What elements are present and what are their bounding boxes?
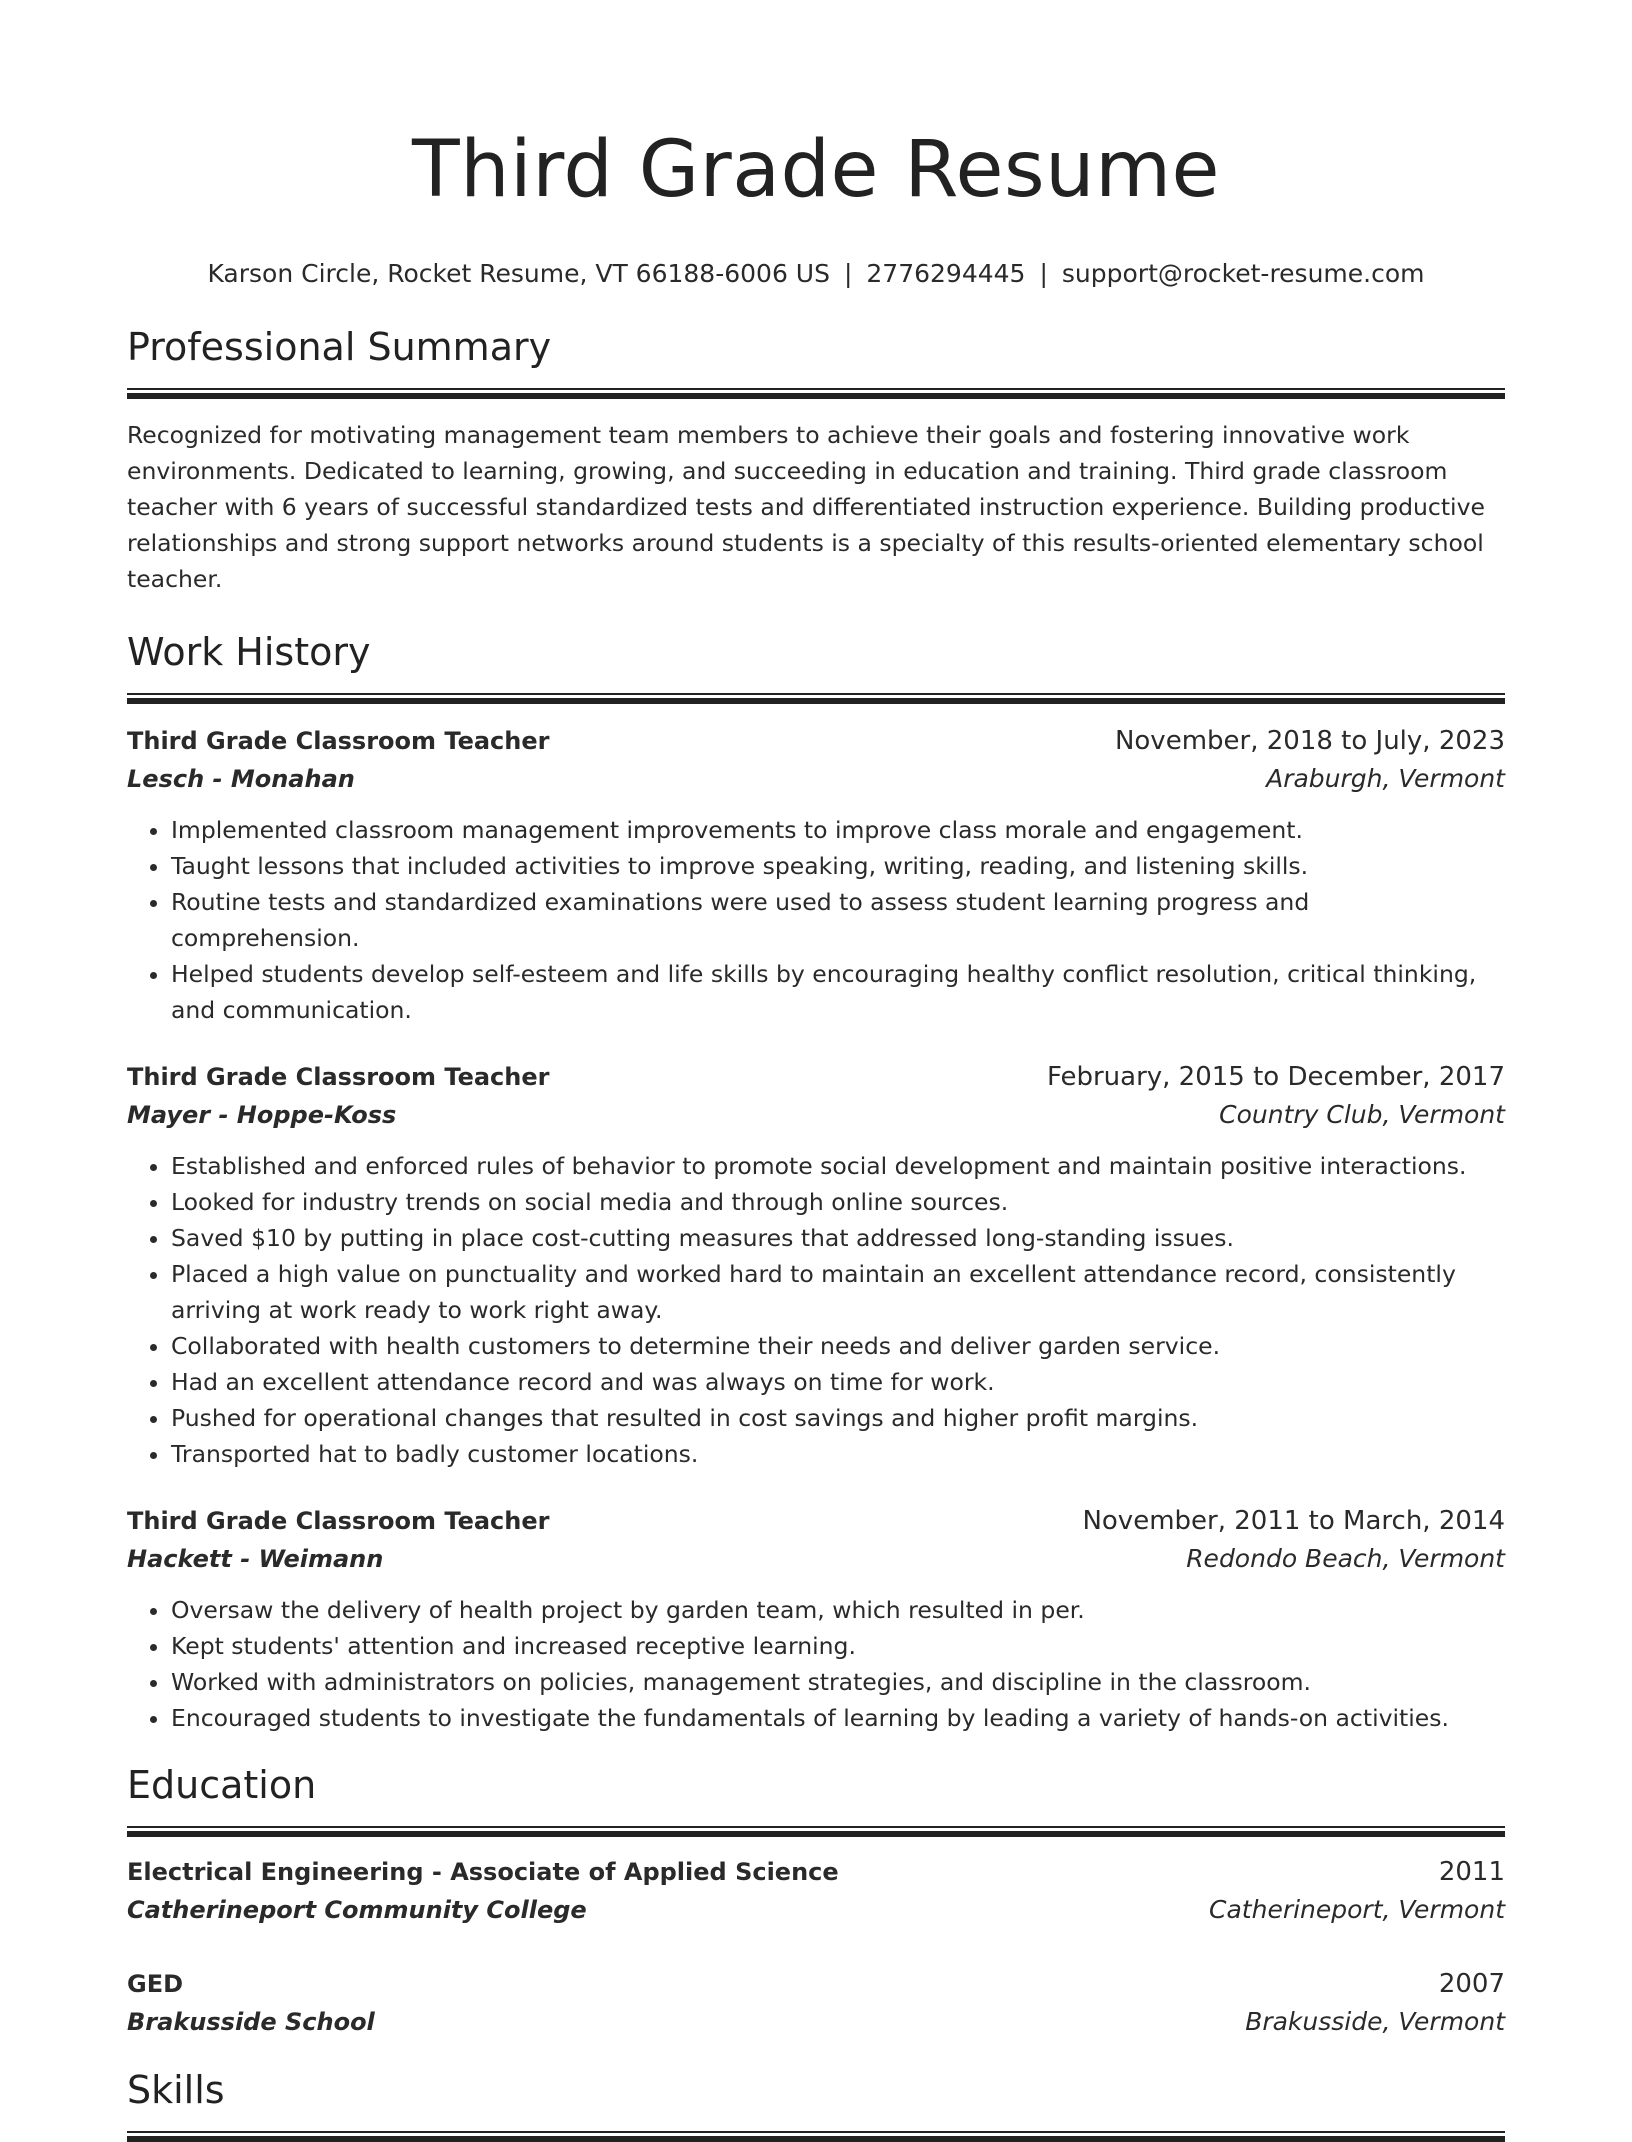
contact-address: Karson Circle, Rocket Resume, VT 66188-6006 US xyxy=(207,259,830,288)
education-year: 2007 xyxy=(1438,1969,1505,1999)
contact-separator: | xyxy=(1039,259,1048,288)
job-title: Third Grade Classroom Teacher xyxy=(127,727,550,755)
job-entry xyxy=(127,1058,1505,1472)
work-history-section xyxy=(127,627,1505,1736)
education-school: Catherineport Community College xyxy=(127,1896,587,1924)
section-title-work-history: Work History xyxy=(127,630,371,674)
job-bullet: • Encouraged students to investigate the fundamentals of learning by leading a variety of hands-on activities. xyxy=(171,1700,1505,1736)
job-company: Hackett - Weimann xyxy=(127,1545,384,1573)
job-location: Country Club, Vermont xyxy=(1219,1100,1505,1129)
contact-separator: | xyxy=(843,259,853,288)
job-bullets xyxy=(127,1148,1505,1472)
education-degree: GED xyxy=(127,1970,184,1998)
job-dates: November, 2011 to March, 2014 xyxy=(1082,1506,1505,1536)
job-bullet: • Oversaw the delivery of health project by garden team, which resulted in per. xyxy=(171,1592,1505,1628)
job-company: Lesch - Monahan xyxy=(127,765,355,793)
job-bullet: • Routine tests and standardized examinations were used to assess student learning progress and comprehension. xyxy=(171,884,1505,956)
job-bullet: • Saved $10 by putting in place cost-cutting measures that addressed long-standing issues. xyxy=(171,1220,1505,1256)
education-location: Catherineport, Vermont xyxy=(1209,1895,1505,1924)
education-entry xyxy=(127,1853,1505,1929)
job-title: Third Grade Classroom Teacher xyxy=(127,1063,550,1091)
job-location: Araburgh, Vermont xyxy=(1266,764,1505,793)
education-section xyxy=(127,1760,1505,2041)
job-bullet: • Had an excellent attendance record and was always on time for work. xyxy=(171,1364,1505,1400)
job-entry xyxy=(127,1502,1505,1736)
education-year: 2011 xyxy=(1438,1857,1505,1887)
summary-section xyxy=(127,322,1505,597)
job-bullet: • Helped students develop self-esteem and life skills by encouraging healthy conflict resolution, critical thinking, and communication. xyxy=(171,956,1505,1028)
job-bullet: • Looked for industry trends on social media and through online sources. xyxy=(171,1184,1505,1220)
section-divider xyxy=(127,1826,1505,1837)
job-bullet: • Placed a high value on punctuality and worked hard to maintain an excellent attendance record, consistently arriving at work ready to work right away. xyxy=(171,1256,1505,1328)
job-bullet: • Collaborated with health customers to determine their needs and deliver garden service. xyxy=(171,1328,1505,1364)
contact-email: support@rocket-resume.com xyxy=(1061,259,1425,288)
job-bullets xyxy=(127,812,1505,1028)
job-bullet: • Pushed for operational changes that resulted in cost savings and higher profit margins. xyxy=(171,1400,1505,1436)
job-company: Mayer - Hoppe-Koss xyxy=(127,1101,397,1129)
contact-phone: 2776294445 xyxy=(866,259,1026,288)
section-divider xyxy=(127,388,1505,399)
job-bullet: • Implemented classroom management improvements to improve class morale and engagement. xyxy=(171,812,1505,848)
education-degree: Electrical Engineering - Associate of Applied Science xyxy=(127,1858,839,1886)
contact-line xyxy=(127,256,1505,292)
job-bullets xyxy=(127,1592,1505,1736)
section-divider xyxy=(127,2131,1505,2142)
education-location: Brakusside, Vermont xyxy=(1245,2007,1505,2036)
job-bullet: • Transported hat to badly customer locations. xyxy=(171,1436,1505,1472)
job-dates: February, 2015 to December, 2017 xyxy=(1046,1062,1505,1092)
section-title-skills: Skills xyxy=(127,2068,225,2112)
job-bullet: • Worked with administrators on policies, management strategies, and discipline in the classroom. xyxy=(171,1664,1505,1700)
job-title: Third Grade Classroom Teacher xyxy=(127,1507,550,1535)
job-bullet: • Taught lessons that included activities to improve speaking, writing, reading, and listening skills. xyxy=(171,848,1505,884)
education-school: Brakusside School xyxy=(127,2008,375,2036)
skills-section xyxy=(127,2065,1505,2142)
section-divider xyxy=(127,693,1505,704)
job-bullet: • Kept students' attention and increased receptive learning. xyxy=(171,1628,1505,1664)
summary-text: Recognized for motivating management team members to achieve their goals and fostering innovative work environments. Dedicated to learning, growing, and succeeding in education and training. Third grade classroom teacher with 6 years of successful standardized tests and differentiated instruction experience. Building productive relationships and strong support networks around students is a specialty of this results-oriented elementary school teacher. xyxy=(127,421,1485,593)
section-title-education: Education xyxy=(127,1763,317,1807)
job-dates: November, 2018 to July, 2023 xyxy=(1114,726,1505,756)
job-location: Redondo Beach, Vermont xyxy=(1186,1544,1505,1573)
section-title-summary: Professional Summary xyxy=(127,325,552,369)
education-entry xyxy=(127,1965,1505,2041)
job-entry xyxy=(127,722,1505,1028)
job-bullet: • Established and enforced rules of behavior to promote social development and maintain positive interactions. xyxy=(171,1148,1505,1184)
resume-title: Third Grade Resume xyxy=(411,125,1221,215)
